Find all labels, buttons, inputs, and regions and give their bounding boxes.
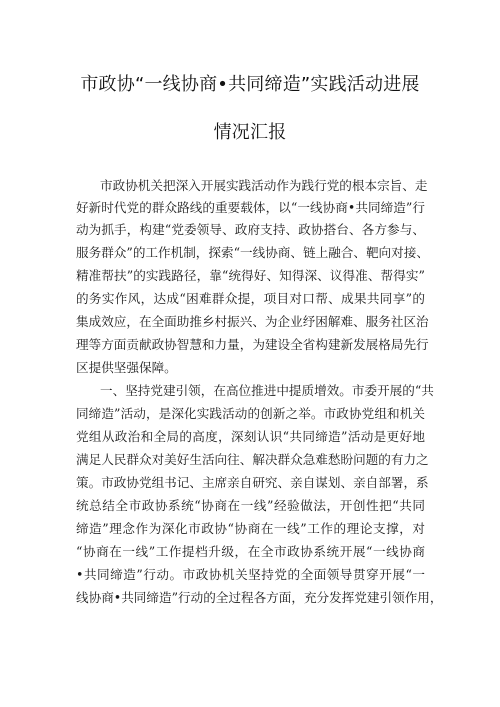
paragraph-line: 好新时代党的群众路线的重要载体，以“一线协商•共同缔造”行 [76, 200, 425, 215]
paragraph-line: 市政协机关把深入开展实践活动作为践行党的根本宗旨、走 [100, 178, 428, 193]
document-title-line-1: 市政协“一线协商•共同缔造”实践活动进展 [80, 74, 420, 95]
paragraph-line: 同缔造”活动，是深化实践活动的创新之举。市政协党组和机关 [76, 406, 425, 421]
document-title-line-2: 情况汇报 [213, 122, 287, 143]
paragraph-line: 区提供坚强保障。 [76, 360, 177, 375]
paragraph-line: 精准帮扶”的实践路径，靠“统得好、知得深、议得准、帮得实” [76, 268, 425, 283]
paragraph-line: 线协商•共同缔造”行动的全过程各方面，充分发挥党建引领作用， [76, 590, 443, 605]
paragraph-line: “协商在一线”工作提档升级，在全市政协系统开展“一线协商 [76, 544, 425, 559]
paragraph-line: 理等方面贡献政协智慧和力量，为建设全省构建新发展格局先行 [76, 337, 429, 352]
paragraph-line: 党组从政治和全局的高度，深刻认识“共同缔造”活动是更好地 [76, 429, 425, 444]
paragraph-line: 策。市政协党组书记、主席亲自研究、亲自谋划、亲自部署，系 [76, 475, 429, 490]
paragraph-line: 的务实作风，达成“困难群众提，项目对口帮、成果共同享”的 [76, 291, 425, 306]
paragraph-line: 服务群众”的工作机制，探索“一线协商、链上融合、靶向对接、 [76, 245, 429, 260]
paragraph-line: 动为抓手，构建“党委领导、政府支持、政协搭台、各方参与、 [76, 222, 425, 237]
paragraph-line: 一、坚持党建引领，在高位推进中提质增效。市委开展的“共 [100, 383, 434, 398]
paragraph-line: •共同缔造”行动。市政协机关坚持党的全面领导贯穿开展“一 [76, 567, 425, 582]
paragraph-line: 缔造”理念作为深化市政协“协商在一线”工作的理论支撑，对 [76, 521, 425, 536]
paragraph-line: 集成效应，在全面助推乡村振兴、为企业纾困解难、服务社区治 [76, 314, 429, 329]
paragraph-line: 统总结全市政协系统“协商在一线”经验做法，开创性把“共同 [76, 498, 425, 513]
paragraph-line: 满足人民群众对美好生活向往、解决群众急难愁盼问题的有力之 [76, 452, 429, 467]
